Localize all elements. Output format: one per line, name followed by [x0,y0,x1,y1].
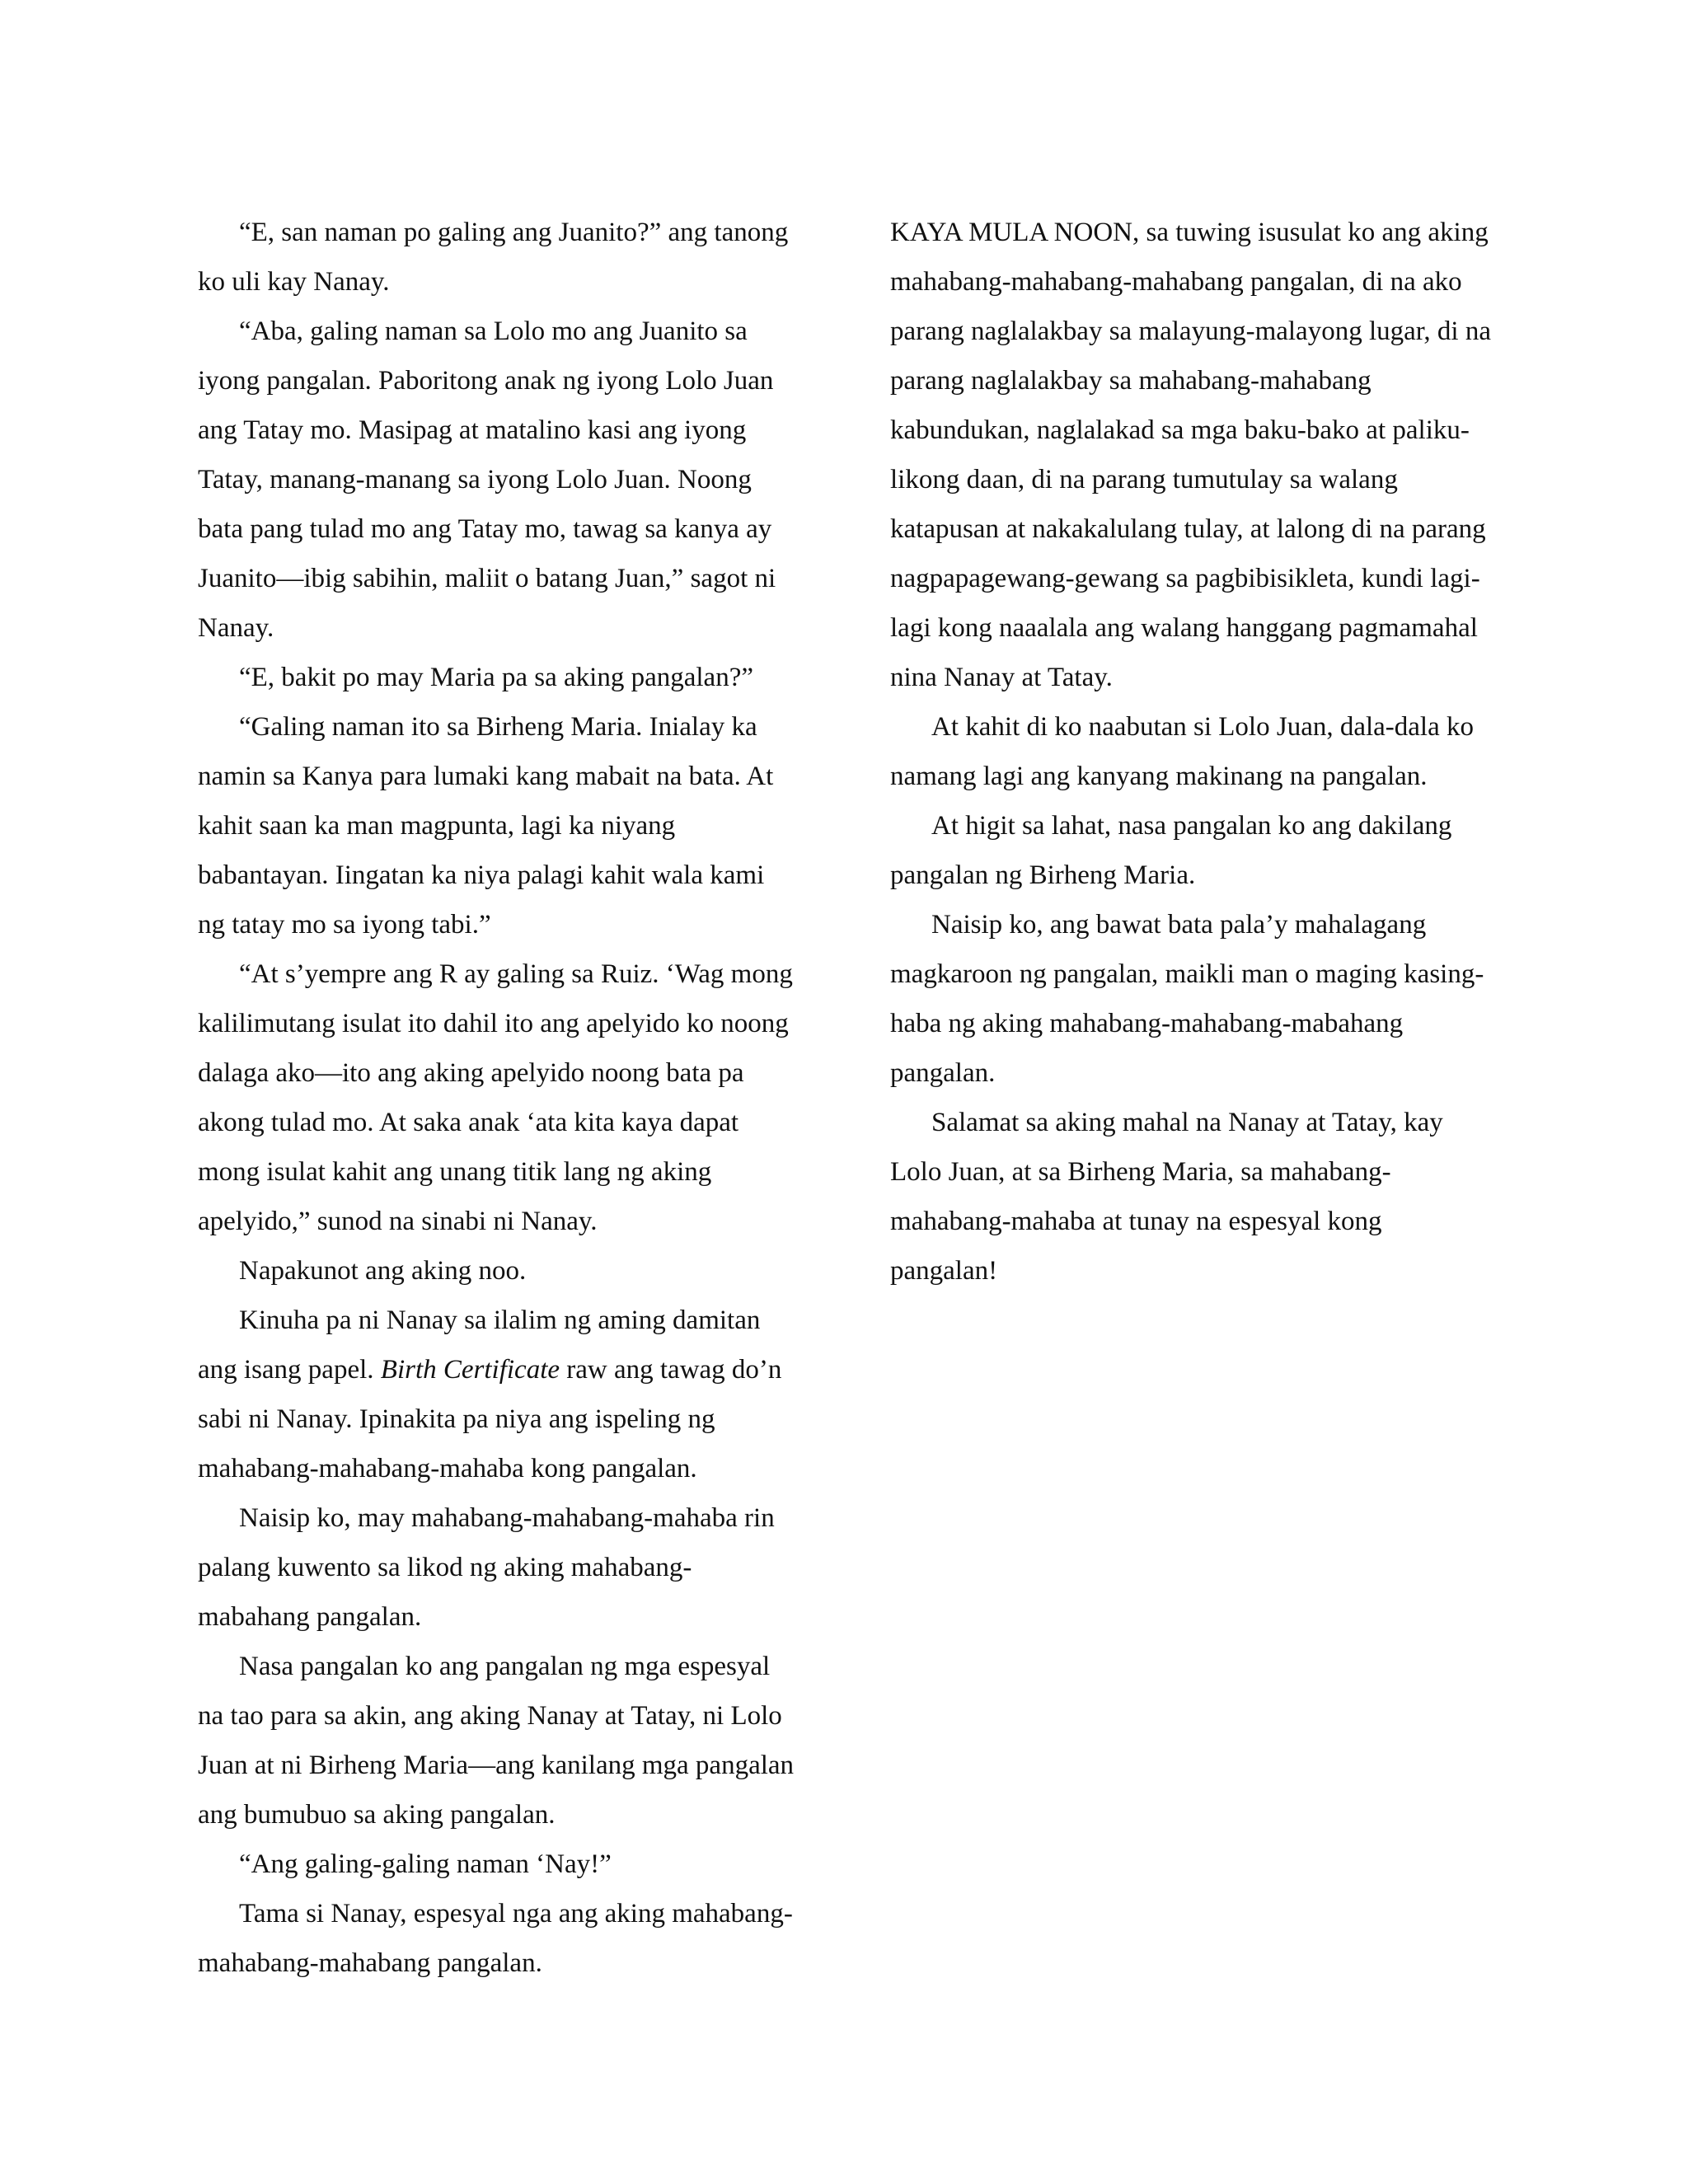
story-paragraph-section-start: KAYA MULA NOON, sa tuwing isusulat ko ang aking mahabang-mahabang-mahabang pangalan, di na ako parang naglalakbay sa malayung-malayong lugar, di na parang naglalakbay sa mahabang-mahabang kabundukan, naglalakad sa mga baku-bako at paliku-likong daan, di na parang tumutulay sa walang katapusan at nakakalulang tulay, at lalong di na parang nagpapagewang-gewang sa pagbibisikleta, kundi lagi-lagi kong naaalala ang walang hanggang pagmamahal nina Nanay at Tatay. [890,218,1491,692]
story-paragraph: “E, san naman po galing ang Juanito?” ang tanong ko uli kay Nanay. [198,218,789,297]
story-paragraph: “Ang galing-galing naman ‘Nay!” [239,1849,612,1879]
paragraph-text-after: raw ang tawag do’n sabi ni Nanay. Ipinakita pa niya ang ispeling ng mahabang-mahabang-mahaba kong pangalan. [198,1355,782,1483]
left-text-column [198,208,795,1988]
birth-certificate-term: Birth Certificate [380,1355,560,1385]
story-paragraph: “E, bakit po may Maria pa sa aking pangalan?” [239,663,754,692]
story-paragraph: Tama si Nanay, espesyal nga ang aking mahabang-mahabang-mahabang pangalan. [198,1899,793,1978]
story-paragraph: Salamat sa aking mahal na Nanay at Tatay, kay Lolo Juan, at sa Birheng Maria, sa mahabang-mahabang-mahaba at tunay na espesyal kong pangalan! [890,1108,1443,1286]
story-paragraph-birth-certificate [198,1296,795,1493]
story-paragraph: At higit sa lahat, nasa pangalan ko ang dakilang pangalan ng Birheng Maria. [890,811,1452,890]
story-paragraph: Nasa pangalan ko ang pangalan ng mga espesyal na tao para sa akin, ang aking Nanay at Tatay, ni Lolo Juan at ni Birheng Maria—ang kanilang mga pangalan ang bumubuo sa aking pangalan. [198,1652,795,1830]
story-paragraph: At kahit di ko naabutan si Lolo Juan, dala-dala ko namang lagi ang kanyang makinang na pangalan. [890,712,1475,791]
story-paragraph: Naisip ko, ang bawat bata pala’y mahalagang magkaroon ng pangalan, maikli man o maging kasing-haba ng aking mahabang-mahabang-mabahang pangalan. [890,910,1484,1088]
story-paragraph: “At s’yempre ang R ay galing sa Ruiz. ‘Wag mong kalilimutang isulat ito dahil ito ang apelyido ko noong dalaga ako—ito ang aking apelyido noong bata pa akong tulad mo. At saka anak ‘ata kita kaya dapat mong isulat kahit ang unang titik lang ng aking apelyido,” sunod na sinabi ni Nanay. [198,959,793,1236]
right-text-column [890,208,1492,1296]
story-paragraph: Naisip ko, may mahabang-mahabang-mahaba rin palang kuwento sa likod ng aking mahabang-mabahang pangalan. [198,1503,775,1632]
story-paragraph: “Galing naman ito sa Birheng Maria. Inialay ka namin sa Kanya para lumaki kang mabait na bata. At kahit saan ka man magpunta, lagi ka niyang babantayan. Iingatan ka niya palagi kahit wala kami ng tatay mo sa iyong tabi.” [198,712,774,940]
paragraph-text-before: Kinuha pa ni Nanay sa ilalim ng aming damitan ang isang papel. [198,1305,761,1385]
story-paragraph: “Aba, galing naman sa Lolo mo ang Juanito sa iyong pangalan. Paboritong anak ng iyong Lolo Juan ang Tatay mo. Masipag at matalino kasi ang iyong Tatay, manang-manang sa iyong Lolo Juan. Noong bata pang tulad mo ang Tatay mo, tawag sa kanya ay Juanito—ibig sabihin, maliit o batang Juan,” sagot ni Nanay. [198,316,776,643]
story-paragraph: Napakunot ang aking noo. [239,1256,527,1286]
